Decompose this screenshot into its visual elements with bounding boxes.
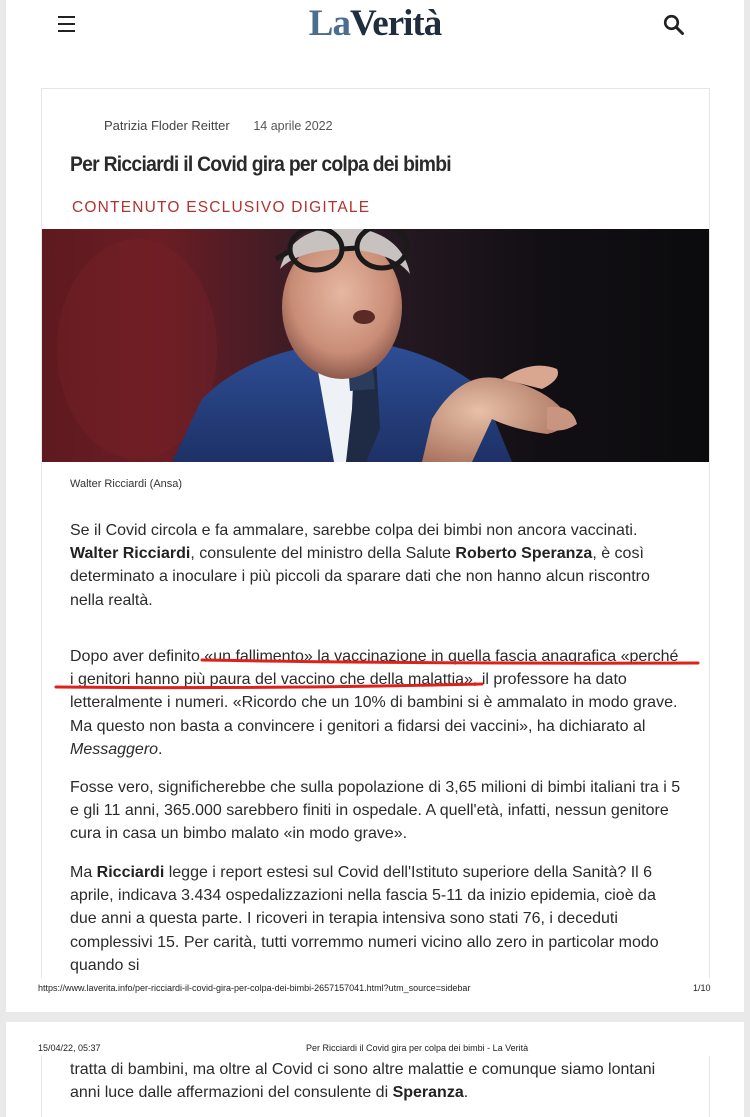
print-page-1	[6, 0, 744, 1012]
print-page-2	[6, 1022, 744, 1117]
print-header-title: Per Ricciardi il Covid gira per colpa dei bimbi - La Verità	[306, 1043, 529, 1053]
article-card	[41, 88, 710, 978]
print-page-number: 1/10	[693, 983, 711, 993]
article-photo	[42, 229, 709, 462]
byline	[104, 118, 333, 133]
site-logo[interactable]: LaVerità	[308, 3, 442, 44]
paragraph-1: Se il Covid circola e fa ammalare, sarebbe colpa dei bimbi non ancora vaccinati. Walter Ricciardi, consulente del ministro della Salute Roberto Speranza, è così determinato a inoculare i più piccoli da sparare dati che non hanno alcun riscontro nella realtà.	[70, 522, 650, 609]
exclusive-label: CONTENUTO ESCLUSIVO DIGITALE	[72, 199, 371, 216]
author-link[interactable]: Patrizia Floder Reitter	[104, 118, 230, 133]
paragraph-2: Dopo aver definito «un fallimento» la vaccinazione in quella fascia anagrafica «perché i genitori hanno più paura del vaccino che della malattia», il professore ha dato letteralmente i numeri. «Ricordo che un 10% di bambini si è ammalato in modo grave. Ma questo non basta a convincere i genitori a fidarsi dei vaccini», ha dichiarato al Messaggero.	[70, 648, 679, 758]
paragraph-3: Fosse vero, significherebbe che sulla popolazione di 3,65 milioni di bimbi italiani tra i 5 e gli 11 anni, 365.000 sarebbero finiti in ospedale. A quell'età, infatti, nessun genitore cura in casa un bimbo malato «in modo grave».	[70, 779, 681, 843]
search-icon[interactable]	[663, 14, 685, 36]
print-footer-url[interactable]: https://www.laverita.info/per-ricciardi-il-covid-gira-per-colpa-dei-bimbi-2657157041.html?utm_source=sidebar	[38, 983, 471, 993]
photo-caption: Walter Ricciardi (Ansa)	[70, 478, 183, 490]
article-card-continued	[41, 1056, 710, 1117]
article-title: Per Ricciardi il Covid gira per colpa dei bimbi	[70, 153, 451, 176]
paragraph-5: tratta di bambini, ma oltre al Covid ci sono altre malattie e comunque siamo lontani anni luce dalle affermazioni del consulente di Speranza.	[70, 1061, 656, 1102]
publish-date: 14 aprile 2022	[253, 119, 333, 133]
print-header-datetime: 15/04/22, 05:37	[38, 1043, 101, 1053]
paragraph-4: Ma Ricciardi legge i report estesi sul Covid dell'Istituto superiore della Sanità? Il 6 aprile, indicava 3.434 ospedalizzazioni nella fascia 5-11 da inizio epidemia, cioè da due anni a questa parte. I ricoveri in terapia intensiva sono stati 76, i deceduti complessivi 15. Per carità, tutti vorremmo numeri vicino allo zero in particolar modo quando si	[70, 864, 659, 974]
